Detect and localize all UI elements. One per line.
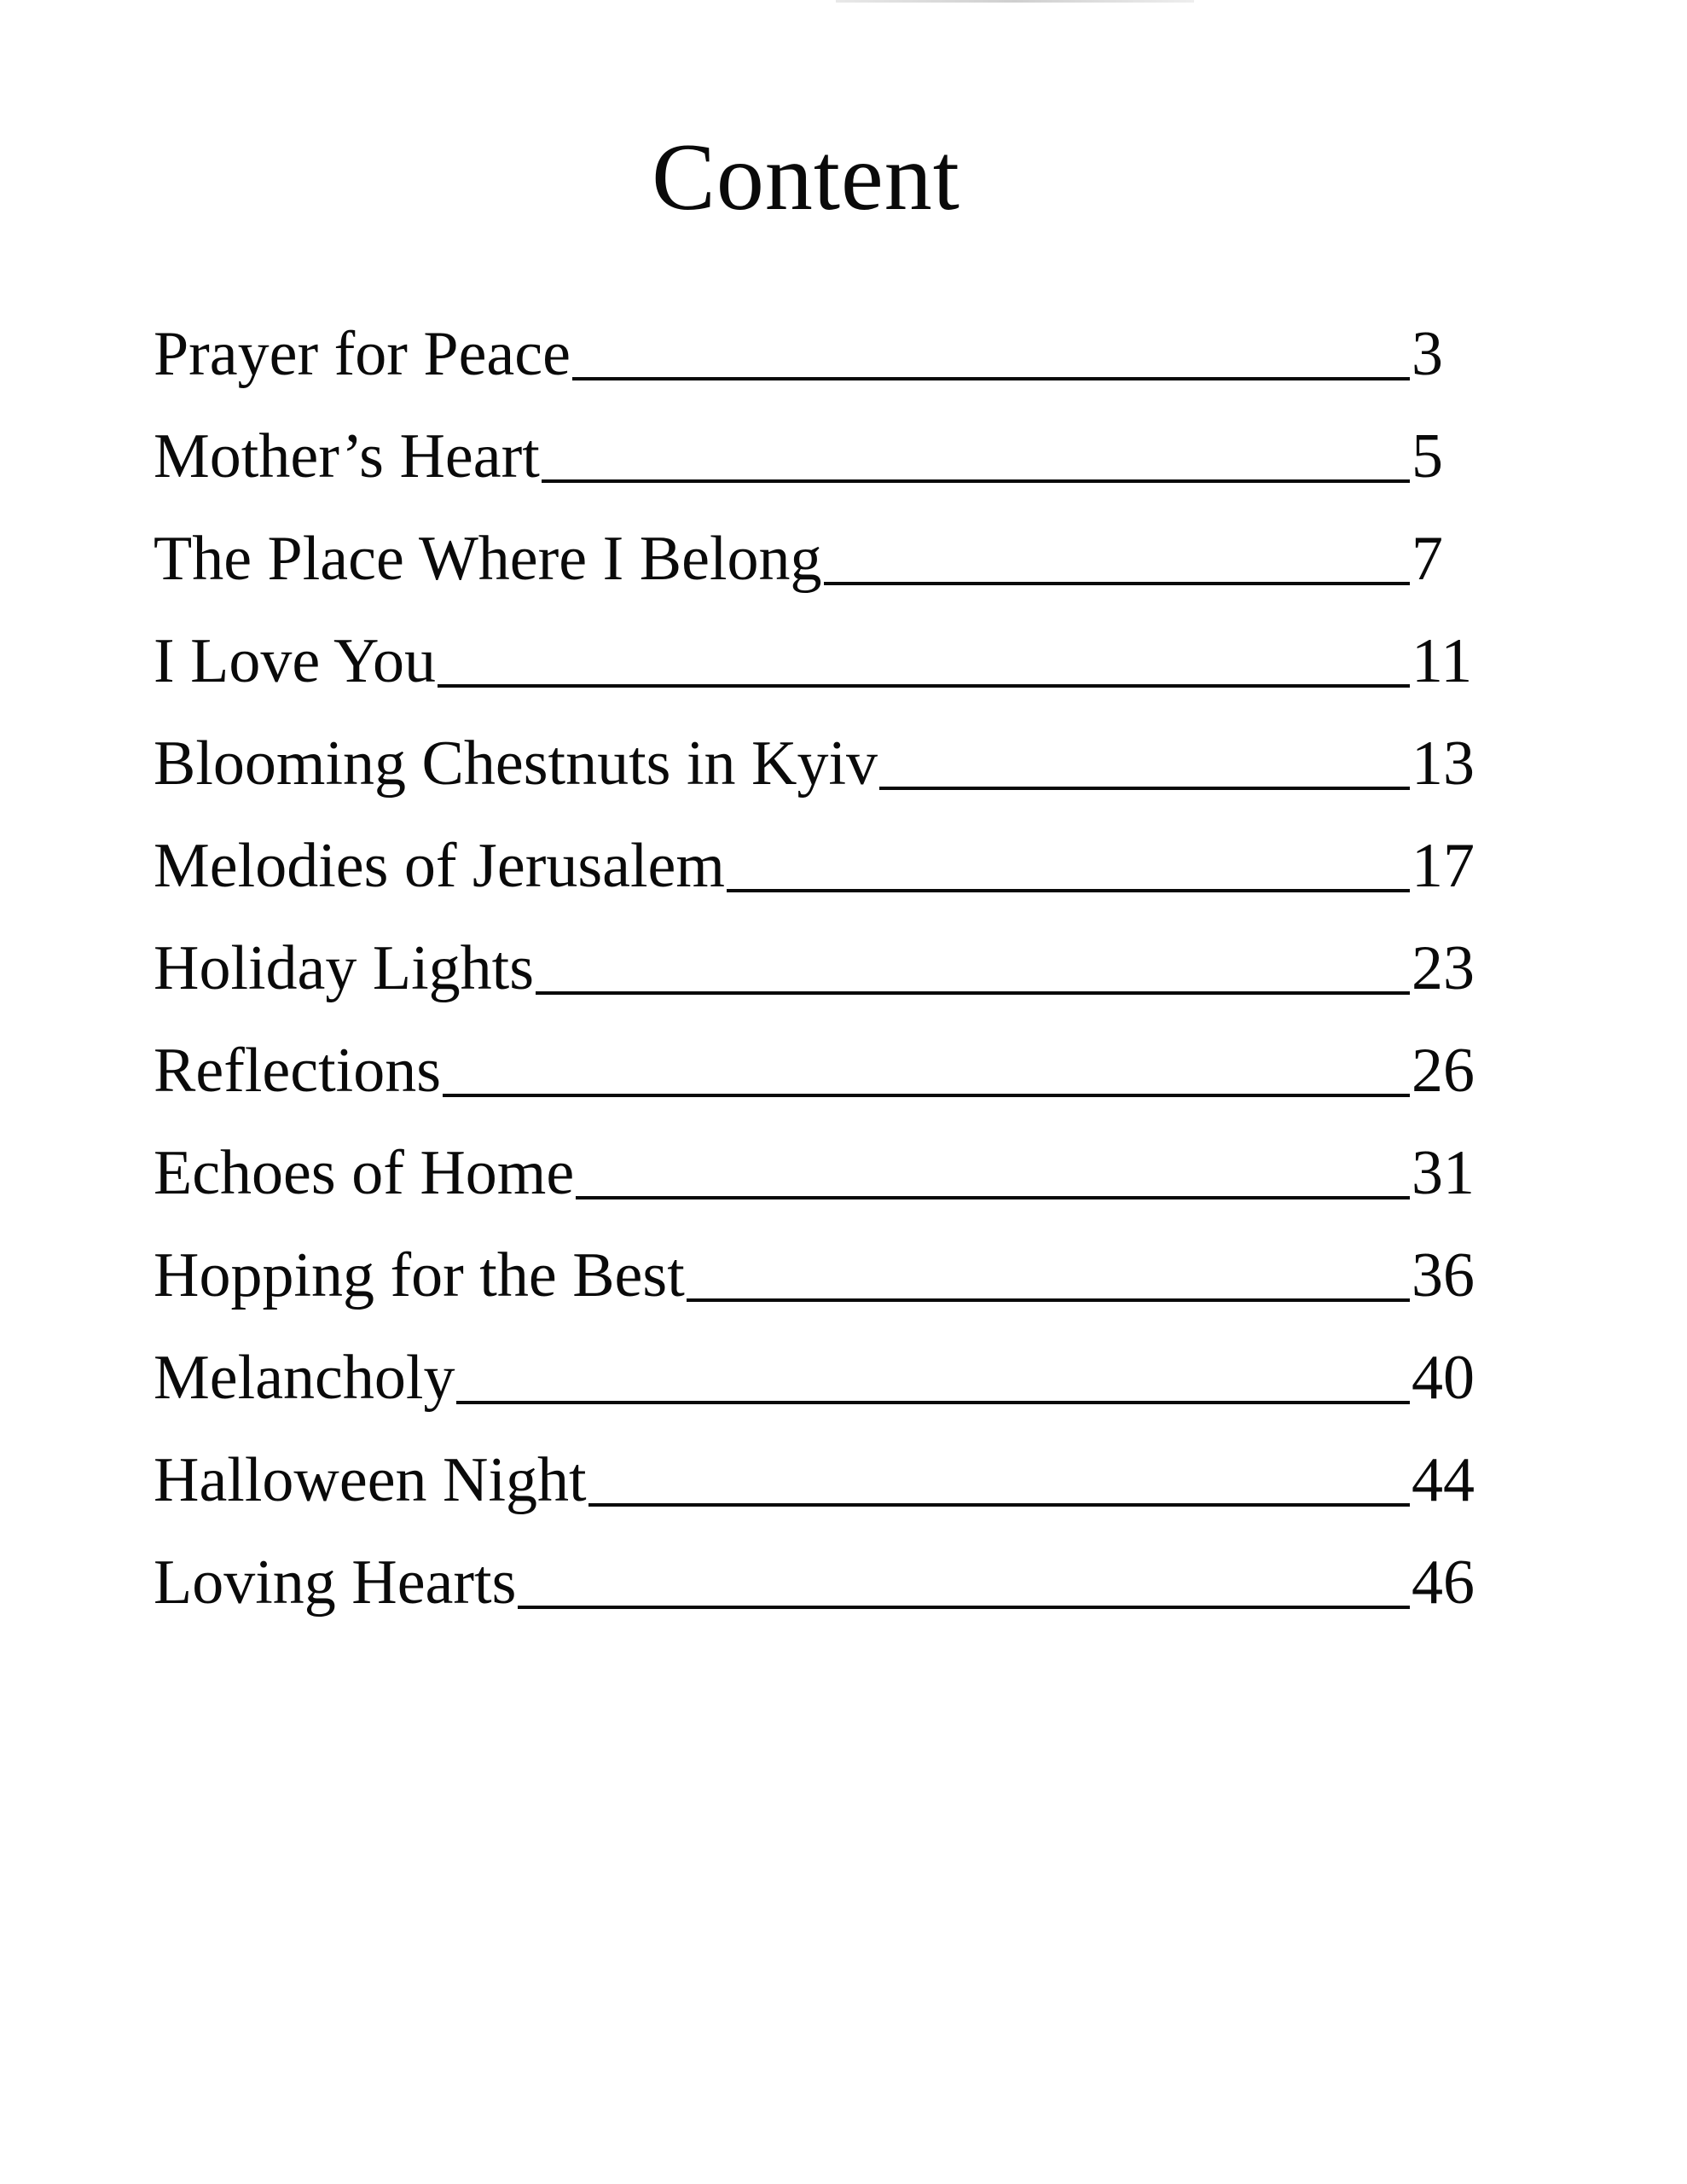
- toc-entry-page: 5: [1412, 421, 1443, 491]
- toc-leader-line: [588, 1503, 1410, 1507]
- toc-entry-page: 23: [1412, 933, 1475, 1003]
- toc-entry-page: 13: [1412, 729, 1475, 799]
- toc-leader-line: [456, 1401, 1410, 1404]
- toc-entry-page: 11: [1412, 626, 1473, 696]
- toc-entry-title: Reflections: [154, 1036, 442, 1106]
- toc-leader-line: [687, 1298, 1410, 1302]
- toc-entry-page: 44: [1412, 1445, 1475, 1515]
- toc-entry: [154, 495, 1484, 597]
- toc-entry-title: Blooming Chestnuts in Kyiv: [154, 729, 878, 799]
- table-of-contents: [154, 290, 1484, 1621]
- toc-entry-title: Holiday Lights: [154, 933, 535, 1003]
- toc-leader-line: [542, 479, 1410, 483]
- toc-entry-title: Melodies of Jerusalem: [154, 831, 725, 901]
- toc-leader-line: [572, 377, 1410, 380]
- toc-entry-page: 46: [1412, 1548, 1475, 1618]
- toc-entry-title: Loving Hearts: [154, 1548, 517, 1618]
- toc-entry: [154, 1109, 1484, 1211]
- page-title: Content: [652, 125, 960, 230]
- toc-entry: [154, 1416, 1484, 1519]
- toc-entry-page: 17: [1412, 831, 1475, 901]
- toc-leader-line: [824, 582, 1410, 585]
- toc-entry-title: The Place Where I Belong: [154, 524, 822, 594]
- toc-entry: [154, 1519, 1484, 1621]
- toc-entry: [154, 802, 1484, 904]
- toc-entry-page: 40: [1412, 1343, 1475, 1413]
- toc-entry-title: Hopping for the Best: [154, 1240, 685, 1310]
- toc-entry: [154, 1007, 1484, 1109]
- toc-entry: [154, 290, 1484, 392]
- toc-entry-title: I Love You: [154, 626, 436, 696]
- toc-entry-page: 3: [1412, 319, 1443, 389]
- toc-entry: [154, 1211, 1484, 1314]
- toc-entry: [154, 904, 1484, 1007]
- toc-leader-line: [518, 1606, 1410, 1609]
- toc-leader-line: [536, 991, 1410, 995]
- toc-leader-line: [879, 787, 1410, 790]
- toc-entry: [154, 700, 1484, 802]
- toc-entry-page: 31: [1412, 1138, 1475, 1208]
- toc-entry-title: Prayer for Peace: [154, 319, 571, 389]
- toc-entry-title: Echoes of Home: [154, 1138, 575, 1208]
- toc-leader-line: [576, 1196, 1410, 1199]
- page-top-edge-artifact: [836, 0, 1194, 3]
- toc-entry-title: Mother’s Heart: [154, 421, 540, 491]
- toc-entry-page: 7: [1412, 524, 1443, 594]
- toc-entry-title: Melancholy: [154, 1343, 455, 1413]
- toc-entry-page: 26: [1412, 1036, 1475, 1106]
- toc-entry: [154, 392, 1484, 495]
- toc-leader-line: [727, 889, 1410, 892]
- toc-leader-line: [443, 1094, 1410, 1097]
- toc-leader-line: [438, 684, 1410, 688]
- toc-entry-page: 36: [1412, 1240, 1475, 1310]
- toc-entry: [154, 1314, 1484, 1416]
- toc-entry-title: Halloween Night: [154, 1445, 587, 1515]
- toc-entry: [154, 597, 1484, 700]
